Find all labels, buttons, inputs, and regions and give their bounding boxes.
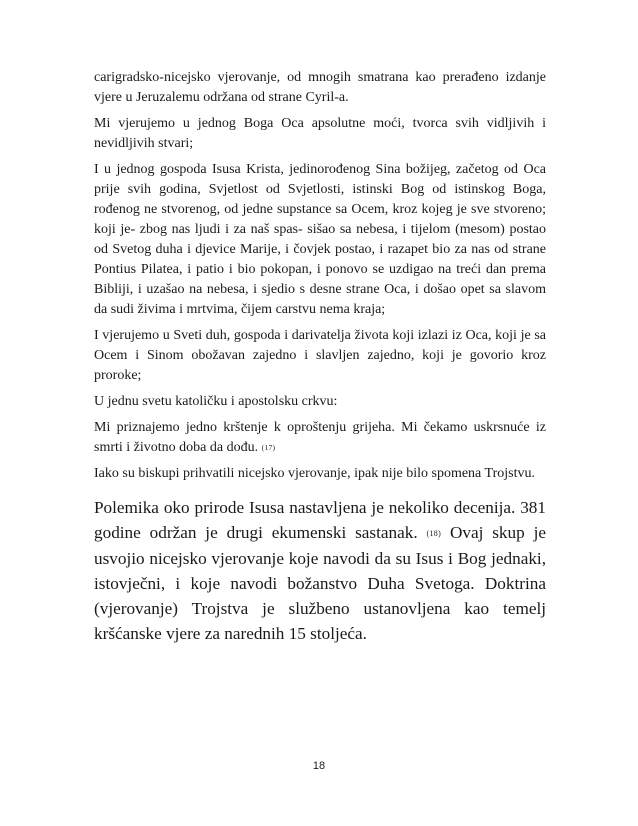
paragraph-creed-baptism	[94, 418, 546, 458]
paragraph-creed-son: I u jednog gospoda Isusa Krista, jedinorođenog Sina božijeg, začetog od Oca prije svih godina, Svjetlost od Svjetlosti, istinski Bog od istinskog Boga, rođenog ne stvorenog, od jedne supstance sa Ocem, kroz kojeg je sve stvoreno; koji je- zbog nas ljudi i za naš spas- sišao sa nebesa, i tijelom (mesom) postao od Svetog duha i djevice Marije, i čovjek postao, i razapet bio za nas od strane Pontius Pilatea, i patio i bio pokopan, i ponovo se uzdigao na treći dan prema Bibliji, i uzašao na nebesa, i sjedio s desne strane Oca, i došao opet sa slavom da sudi živima i mrtvima, čijem carstvu nema kraja;	[94, 162, 546, 317]
page-body	[94, 68, 546, 646]
paragraph-polemic	[94, 495, 546, 646]
page-number: 18	[312, 760, 326, 772]
paragraph-bishops: Iako su biskupi prihvatili nicejsko vjerovanje, ipak nije bilo spomena Trojstvu.	[94, 466, 535, 481]
paragraph-creed-intro: carigradsko-nicejsko vjerovanje, od mnogih smatrana kao prerađeno izdanje vjere u Jeruzalemu održana od strane Cyril-a.	[94, 70, 546, 105]
paragraph-creed-church: U jednu svetu katoličku i apostolsku crkvu:	[94, 394, 338, 409]
paragraph-creed-spirit: I vjerujemo u Sveti duh, gospoda i darivatelja života koji izlazi iz Oca, koji je sa Ocem i Sinom obožavan zajedno i slavljen zajedno, koji je govorio kroz proroke;	[94, 328, 546, 383]
paragraph-polemic-text-a: Polemika oko prirode Isusa nastavljena je nekoliko decenija. 381 godine održan je drugi ekumenski sastanak.	[94, 498, 546, 542]
footnote-reference-17: (17)	[261, 443, 276, 452]
footnote-reference-18: (18)	[426, 529, 442, 538]
paragraph-polemic-text-b: Ovaj skup je usvojio nicejsko vjerovanje koje navodi da su Isus i Bog jednaki, istovječni, i koje navodi božanstvo Duha Svetoga. Doktrina (vjerovanje) Trojstva je službeno ustanovljena kao temelj kršćanske vjere za narednih 15 stoljeća.	[94, 523, 547, 643]
paragraph-creed-baptism-text: Mi priznajemo jedno krštenje k oproštenju grijeha. Mi čekamo uskrsnuće iz smrti i životno doba da dođu.	[94, 420, 546, 455]
paragraph-creed-father: Mi vjerujemo u jednog Boga Oca apsolutne moći, tvorca svih vidljivih i nevidljivih stvari;	[94, 116, 546, 151]
